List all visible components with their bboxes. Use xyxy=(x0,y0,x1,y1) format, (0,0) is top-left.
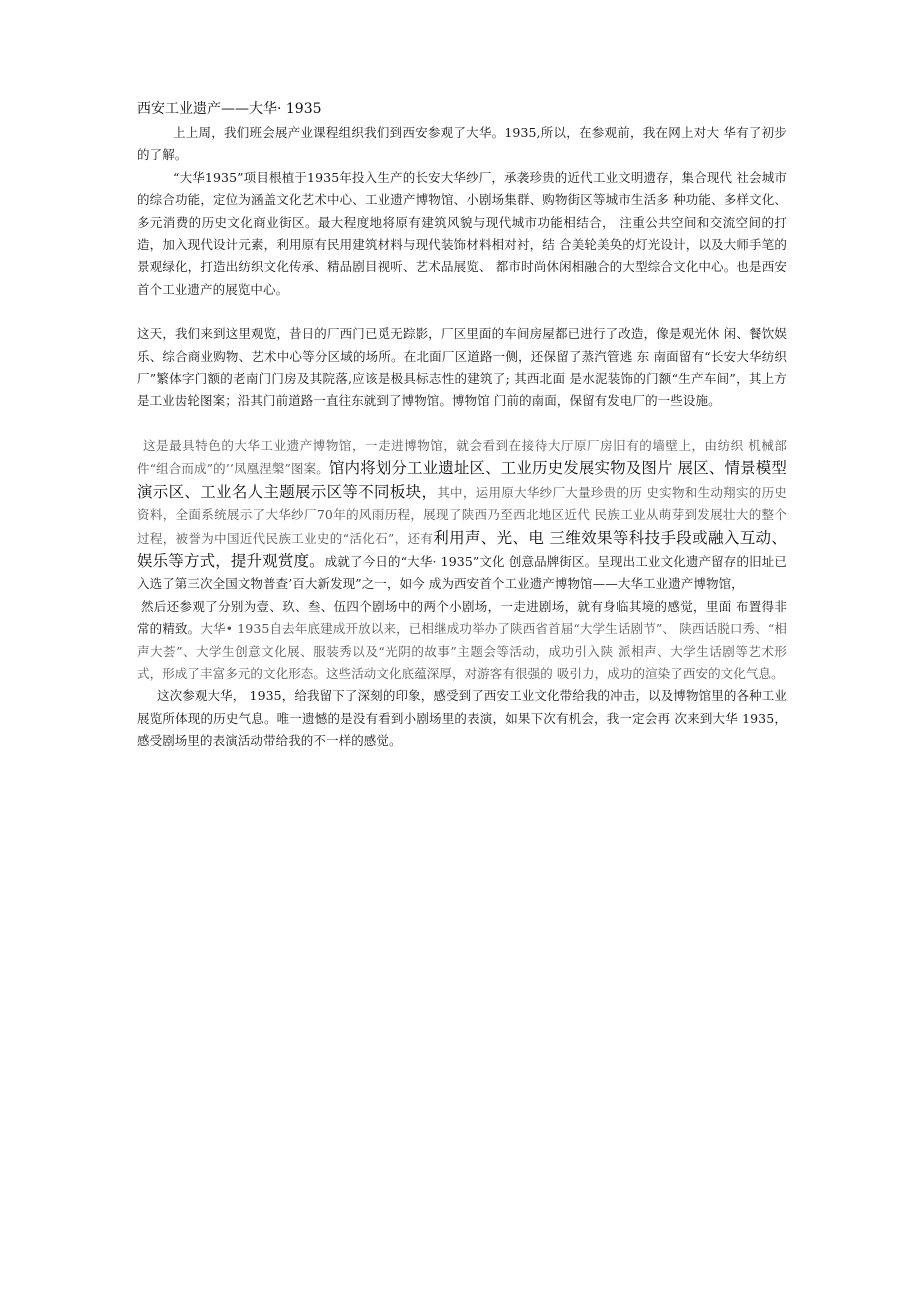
paragraph-conclusion: 这次参观大华， 1935，给我留下了深刻的印象，感受到了西安工业文化带给我的冲击，以及博物馆里的各种工业展览所体现的历史气息。唯一遗憾的是没有看到小剧场里的表演，如果下次有机会，我一定会再 次来到大华 1935，感受剧场里的表演活动带给我的不一样的感觉。 xyxy=(137,688,787,749)
paragraph-spacer xyxy=(137,413,787,435)
paragraph-project-description: “大华1935”项目根植于1935年投入生产的长安大华纱厂，承袭珍贵的近代工业文明遗存，集合现代 社会城市的综合功能，定位为涵盖文化艺术中心、工业遗产博物馆、小剧场集群、购物街区等城市生活多 种功能、多样文化、多元消费的历史文化商业街区。最大程度地将原有建筑风貌与现代城市功能相结合， 注重公共空间和交流空间的打造，加入现代设计元素，利用原有民用建筑材料与现代装饰材料相对衬，结 合美轮美奂的灯光设计，以及大师手笔的景观绿化，打造出纺织文化传承、精品剧目视听、艺术品展览、 都市时尚休闲相融合的大型综合文化中心。也是西安首个工业遗产的展览中心。 xyxy=(137,169,787,297)
museum-history-text: 其中，运用原大华纱厂大量珍贵的历 史实物和生动翔实的历史资料，全面系统展示了大华纱厂70年的风雨历程，展现了陕西乃至西北地区近代 民族工业从萌芽到发展壮大的整个过程，被誉为中国近代民族工业史的“活化石”，还有 xyxy=(137,484,787,546)
museum-sections-text: 馆内将划分工业遗址区、工业历史发展实物及图片 展区、情景模型演示区、工业名人主题展示区等不同板块， xyxy=(137,459,787,501)
paragraph-theater xyxy=(137,596,787,686)
paragraph-museum xyxy=(137,435,787,596)
paragraph-spacer xyxy=(137,301,787,323)
document-title: 西安工业遗产——大华· 1935 xyxy=(137,101,322,117)
theater-events-text: 大华• 1935自去年底建成开放以来，已相继成功举办了陕西省首届“大学生话剧节”、 陕西话脱口秀、“相声大荟”、大学生创意文化展、服装秀以及“光阴的故事”主题会等活动，成功引入陕 派相声、大学生话剧等艺术形式，形成了丰富多元的文化形态。这些活动文化底蕴深厚，对游客有很强的 吸引力，成功的渲染了西安的文化气息。 xyxy=(137,621,787,681)
paragraph-intro: 上上周，我们班会展产业课程组织我们到西安参观了大华。1935,所以，在参观前，我在网上对大 华有了初步的了解。 xyxy=(137,125,787,163)
document-page xyxy=(137,98,787,753)
theater-visit-text: 然后还参观了分别为壹、玖、叁、伍四个剧场中的两个小剧场，一走进剧场，就有身临其境的感觉，里面 布置得非常的精致。 xyxy=(137,598,787,637)
museum-intro-text: 这是最具特色的大华工业遗产博物馆，一走进博物馆，就会看到在接待大厅原厂房旧有的墙壁上，由纺织 机械部件“组合而成”的’’凤凰涅槃”图案。 xyxy=(137,437,787,477)
paragraph-site-visit: 这天，我们来到这里观览，昔日的厂西门已觅无踪影，厂区里面的车间房屋都已进行了改造，像是观光休 闲、餐饮娱乐、综合商业购物、艺术中心等分区域的场所。在北面厂区道路一侧，还保留了蒸汽管逃 东 南面留有“长安大华纺织厂”繁体字门额的老南门门房及其院落,应该是极具标志性的建筑了; 其西北面 是水泥装饰的门额“生产车间”，其上方是工业齿轮图案；沿其门前道路一直往东就到了博物馆。博物馆 门前的南面，保留有发电厂的一些设施。 xyxy=(137,326,787,409)
museum-conclusion-text: 成就了今日的“大华· 1935”文化 创意品牌街区。呈现出工业文化遗产留存的旧址已入选了第三次全国文物普查’百大新发现”之一，如今 成为西安首个工业遗产博物馆——大华工业遗产博物馆， xyxy=(137,553,787,592)
museum-tech-text: 利用声、光、电 三维效果等科技手段或融入互动、娱乐等方式，提升观赏度。 xyxy=(137,528,788,570)
